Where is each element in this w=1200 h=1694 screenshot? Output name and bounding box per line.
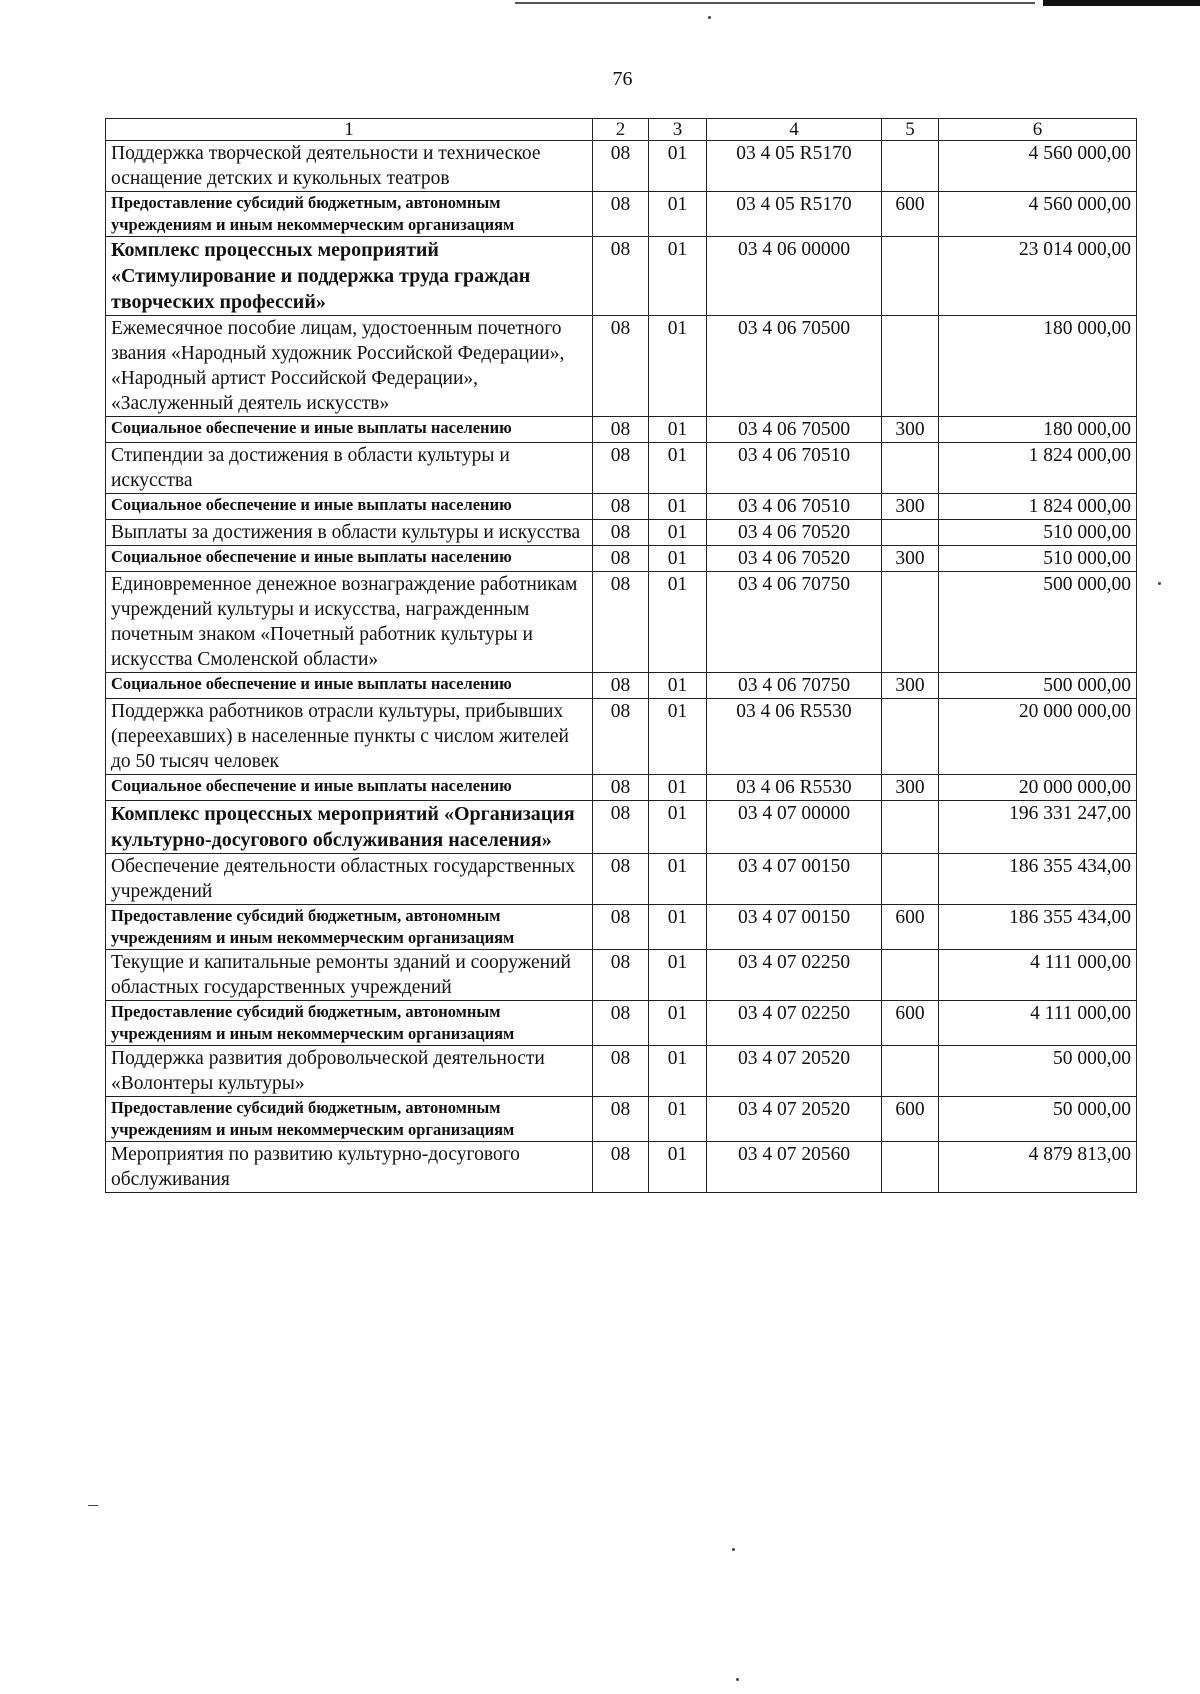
budget-table: [105, 118, 1137, 1193]
item-name: Комплекс процессных мероприятий «Стимулирование и поддержка труда граждан творческих профессий»: [106, 237, 593, 316]
table-header-row: [106, 119, 1137, 141]
subsection-code: 01: [649, 494, 707, 520]
table-row: [106, 443, 1137, 494]
table-row: [106, 801, 1137, 854]
table-row: [106, 950, 1137, 1001]
expense-type-code: [882, 801, 939, 854]
subsection-code: 01: [649, 673, 707, 699]
subsection-code: 01: [649, 192, 707, 237]
amount: 4 560 000,00: [939, 192, 1137, 237]
scan-speck: [732, 1548, 735, 1551]
subsection-code: 01: [649, 905, 707, 950]
header-cell: 1: [106, 119, 593, 141]
subsection-code: 01: [649, 237, 707, 316]
item-name: Социальное обеспечение и иные выплаты населению: [106, 775, 593, 801]
target-article-code: 03 4 06 70500: [707, 417, 882, 443]
item-name: Ежемесячное пособие лицам, удостоенным почетного звания «Народный художник Российской Федерации», «Народный артист Российской Федерации», «Заслуженный деятель искусств»: [106, 316, 593, 417]
amount: 1 824 000,00: [939, 494, 1137, 520]
scan-speck: [736, 1678, 739, 1681]
scan-artifact-line: [515, 2, 1035, 4]
scan-speck: [88, 1505, 98, 1506]
scan-speck: [708, 16, 711, 19]
table-row: [106, 854, 1137, 905]
target-article-code: 03 4 07 20520: [707, 1046, 882, 1097]
target-article-code: 03 4 06 R5530: [707, 775, 882, 801]
expense-type-code: 600: [882, 905, 939, 950]
subsection-code: 01: [649, 699, 707, 775]
table-row: [106, 1142, 1137, 1193]
amount: 20 000 000,00: [939, 699, 1137, 775]
table-row: [106, 417, 1137, 443]
subsection-code: 01: [649, 417, 707, 443]
target-article-code: 03 4 06 70750: [707, 673, 882, 699]
expense-type-code: [882, 950, 939, 1001]
amount: 510 000,00: [939, 520, 1137, 546]
target-article-code: 03 4 07 02250: [707, 1001, 882, 1046]
target-article-code: 03 4 07 20560: [707, 1142, 882, 1193]
target-article-code: 03 4 06 70750: [707, 572, 882, 673]
section-code: 08: [593, 775, 649, 801]
expense-type-code: [882, 520, 939, 546]
table-row: [106, 1001, 1137, 1046]
page-number: 76: [612, 68, 633, 90]
target-article-code: 03 4 05 R5170: [707, 192, 882, 237]
section-code: 08: [593, 801, 649, 854]
section-code: 08: [593, 1142, 649, 1193]
section-code: 08: [593, 673, 649, 699]
subsection-code: 01: [649, 801, 707, 854]
section-code: 08: [593, 699, 649, 775]
table-row: [106, 141, 1137, 192]
subsection-code: 01: [649, 1097, 707, 1142]
expense-type-code: [882, 699, 939, 775]
table-row: [106, 673, 1137, 699]
expense-type-code: 600: [882, 1097, 939, 1142]
target-article-code: 03 4 06 70510: [707, 443, 882, 494]
expense-type-code: [882, 141, 939, 192]
subsection-code: 01: [649, 854, 707, 905]
expense-type-code: 300: [882, 673, 939, 699]
table-row: [106, 1097, 1137, 1142]
item-name: Текущие и капитальные ремонты зданий и сооружений областных государственных учреждений: [106, 950, 593, 1001]
header-cell: 3: [649, 119, 707, 141]
target-article-code: 03 4 07 02250: [707, 950, 882, 1001]
amount: 180 000,00: [939, 417, 1137, 443]
expense-type-code: [882, 1046, 939, 1097]
target-article-code: 03 4 07 00150: [707, 905, 882, 950]
expense-type-code: [882, 572, 939, 673]
section-code: 08: [593, 417, 649, 443]
target-article-code: 03 4 06 70520: [707, 520, 882, 546]
item-name: Единовременное денежное вознаграждение работникам учреждений культуры и искусства, награжденным почетным знаком «Почетный работник культуры и искусства Смоленской области»: [106, 572, 593, 673]
subsection-code: 01: [649, 775, 707, 801]
item-name: Социальное обеспечение и иные выплаты населению: [106, 673, 593, 699]
amount: 20 000 000,00: [939, 775, 1137, 801]
scan-speck: [1158, 582, 1161, 585]
item-name: Мероприятия по развитию культурно-досугового обслуживания: [106, 1142, 593, 1193]
item-name: Предоставление субсидий бюджетным, автономным учреждениям и иным некоммерческим организациям: [106, 1001, 593, 1046]
subsection-code: 01: [649, 950, 707, 1001]
subsection-code: 01: [649, 141, 707, 192]
subsection-code: 01: [649, 316, 707, 417]
subsection-code: 01: [649, 1046, 707, 1097]
header-cell: 2: [593, 119, 649, 141]
item-name: Выплаты за достижения в области культуры и искусства: [106, 520, 593, 546]
item-name: Социальное обеспечение и иные выплаты населению: [106, 494, 593, 520]
amount: 1 824 000,00: [939, 443, 1137, 494]
target-article-code: 03 4 05 R5170: [707, 141, 882, 192]
item-name: Социальное обеспечение и иные выплаты населению: [106, 417, 593, 443]
section-code: 08: [593, 546, 649, 572]
section-code: 08: [593, 141, 649, 192]
section-code: 08: [593, 494, 649, 520]
section-code: 08: [593, 520, 649, 546]
target-article-code: 03 4 06 70510: [707, 494, 882, 520]
section-code: 08: [593, 1046, 649, 1097]
amount: 500 000,00: [939, 572, 1137, 673]
table-body: [106, 141, 1137, 1193]
target-article-code: 03 4 07 00000: [707, 801, 882, 854]
target-article-code: 03 4 07 20520: [707, 1097, 882, 1142]
expense-type-code: 300: [882, 546, 939, 572]
amount: 186 355 434,00: [939, 854, 1137, 905]
item-name: Поддержка творческой деятельности и техническое оснащение детских и кукольных театров: [106, 141, 593, 192]
target-article-code: 03 4 06 70520: [707, 546, 882, 572]
section-code: 08: [593, 950, 649, 1001]
section-code: 08: [593, 316, 649, 417]
item-name: Предоставление субсидий бюджетным, автономным учреждениям и иным некоммерческим организациям: [106, 1097, 593, 1142]
item-name: Комплекс процессных мероприятий «Организация культурно-досугового обслуживания населения»: [106, 801, 593, 854]
section-code: 08: [593, 192, 649, 237]
table-row: [106, 905, 1137, 950]
target-article-code: 03 4 07 00150: [707, 854, 882, 905]
amount: 50 000,00: [939, 1097, 1137, 1142]
table-row: [106, 316, 1137, 417]
subsection-code: 01: [649, 546, 707, 572]
scan-artifact-bar: [1043, 0, 1200, 6]
item-name: Социальное обеспечение и иные выплаты населению: [106, 546, 593, 572]
expense-type-code: [882, 1142, 939, 1193]
amount: 180 000,00: [939, 316, 1137, 417]
table-row: [106, 699, 1137, 775]
amount: 500 000,00: [939, 673, 1137, 699]
expense-type-code: 300: [882, 417, 939, 443]
section-code: 08: [593, 237, 649, 316]
amount: 4 560 000,00: [939, 141, 1137, 192]
amount: 196 331 247,00: [939, 801, 1137, 854]
header-cell: 5: [882, 119, 939, 141]
header-cell: 4: [707, 119, 882, 141]
target-article-code: 03 4 06 R5530: [707, 699, 882, 775]
table-row: [106, 546, 1137, 572]
table-row: [106, 520, 1137, 546]
header-cell: 6: [939, 119, 1137, 141]
item-name: Предоставление субсидий бюджетным, автономным учреждениям и иным некоммерческим организациям: [106, 905, 593, 950]
amount: 186 355 434,00: [939, 905, 1137, 950]
item-name: Стипендии за достижения в области культуры и искусства: [106, 443, 593, 494]
section-code: 08: [593, 905, 649, 950]
subsection-code: 01: [649, 520, 707, 546]
section-code: 08: [593, 1097, 649, 1142]
table-row: [106, 192, 1137, 237]
amount: 23 014 000,00: [939, 237, 1137, 316]
expense-type-code: 600: [882, 1001, 939, 1046]
amount: 4 111 000,00: [939, 1001, 1137, 1046]
amount: 4 111 000,00: [939, 950, 1137, 1001]
expense-type-code: 300: [882, 494, 939, 520]
section-code: 08: [593, 854, 649, 905]
table-row: [106, 494, 1137, 520]
section-code: 08: [593, 572, 649, 673]
subsection-code: 01: [649, 572, 707, 673]
subsection-code: 01: [649, 1001, 707, 1046]
item-name: Обеспечение деятельности областных государственных учреждений: [106, 854, 593, 905]
expense-type-code: [882, 854, 939, 905]
amount: 50 000,00: [939, 1046, 1137, 1097]
amount: 4 879 813,00: [939, 1142, 1137, 1193]
subsection-code: 01: [649, 443, 707, 494]
table-row: [106, 1046, 1137, 1097]
subsection-code: 01: [649, 1142, 707, 1193]
section-code: 08: [593, 443, 649, 494]
amount: 510 000,00: [939, 546, 1137, 572]
section-code: 08: [593, 1001, 649, 1046]
table-row: [106, 572, 1137, 673]
expense-type-code: [882, 443, 939, 494]
expense-type-code: [882, 316, 939, 417]
expense-type-code: 600: [882, 192, 939, 237]
expense-type-code: 300: [882, 775, 939, 801]
target-article-code: 03 4 06 70500: [707, 316, 882, 417]
target-article-code: 03 4 06 00000: [707, 237, 882, 316]
table-row: [106, 775, 1137, 801]
item-name: Предоставление субсидий бюджетным, автономным учреждениям и иным некоммерческим организациям: [106, 192, 593, 237]
table-row: [106, 237, 1137, 316]
item-name: Поддержка работников отрасли культуры, прибывших (переехавших) в населенные пункты с числом жителей до 50 тысяч человек: [106, 699, 593, 775]
item-name: Поддержка развития добровольческой деятельности «Волонтеры культуры»: [106, 1046, 593, 1097]
expense-type-code: [882, 237, 939, 316]
